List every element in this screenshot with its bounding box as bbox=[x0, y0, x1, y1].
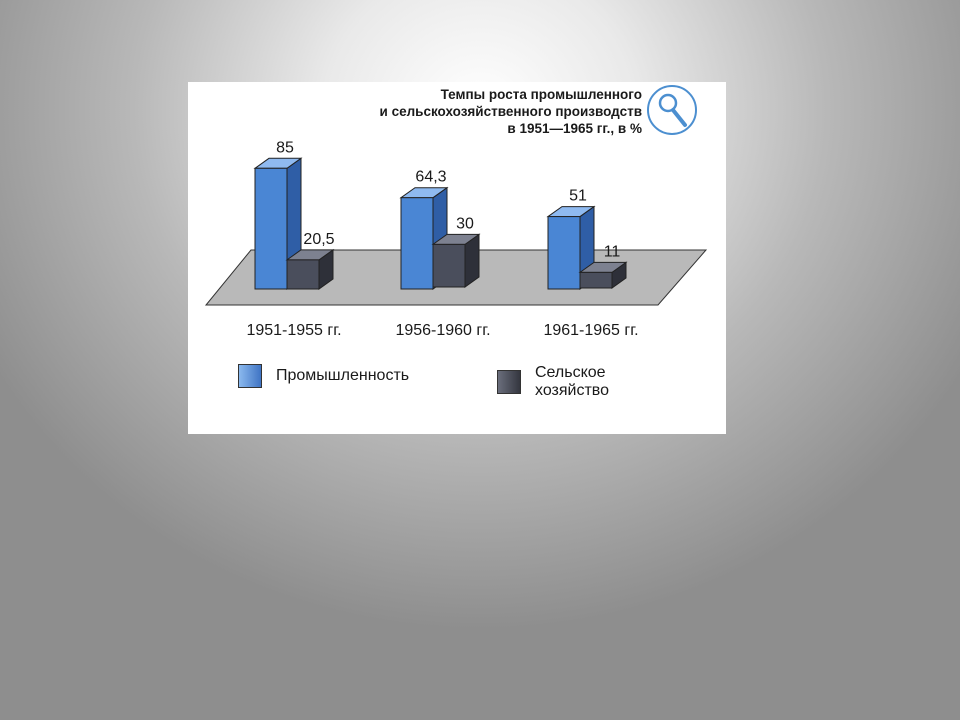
value-label-agriculture: 11 bbox=[603, 243, 621, 261]
chart-title-line: Темпы роста промышленного bbox=[440, 87, 642, 102]
legend-item-agriculture bbox=[497, 364, 609, 400]
chart-card bbox=[188, 82, 726, 434]
category-label: 1956-1960 гг. bbox=[395, 322, 491, 339]
legend-swatch-agriculture bbox=[497, 370, 521, 394]
bar-agriculture bbox=[287, 250, 333, 289]
value-label-agriculture: 30 bbox=[456, 215, 474, 233]
value-label-agriculture: 20,5 bbox=[303, 230, 335, 248]
legend-label-agriculture bbox=[535, 364, 609, 400]
magnifier-icon bbox=[648, 86, 696, 134]
legend-label-line: Промышленность bbox=[276, 367, 410, 384]
bars-layer bbox=[255, 139, 626, 289]
chart-title-line: и сельскохозяйственного производств bbox=[379, 104, 642, 119]
legend-label-line: Сельское bbox=[535, 364, 606, 381]
legend-swatch-industry bbox=[238, 364, 262, 388]
value-label-industry: 85 bbox=[276, 139, 294, 157]
legend-label-industry bbox=[276, 367, 409, 385]
chart-title-line: в 1951—1965 гг., в % bbox=[507, 121, 642, 136]
category-label: 1951-1955 гг. bbox=[246, 322, 342, 339]
category-label: 1961-1965 гг. bbox=[543, 322, 639, 339]
legend-label-line: хозяйство bbox=[535, 382, 610, 399]
legend-item-industry bbox=[238, 364, 409, 388]
value-label-industry: 51 bbox=[569, 187, 587, 205]
bar-agriculture bbox=[433, 234, 479, 287]
value-label-industry: 64,3 bbox=[415, 168, 447, 186]
